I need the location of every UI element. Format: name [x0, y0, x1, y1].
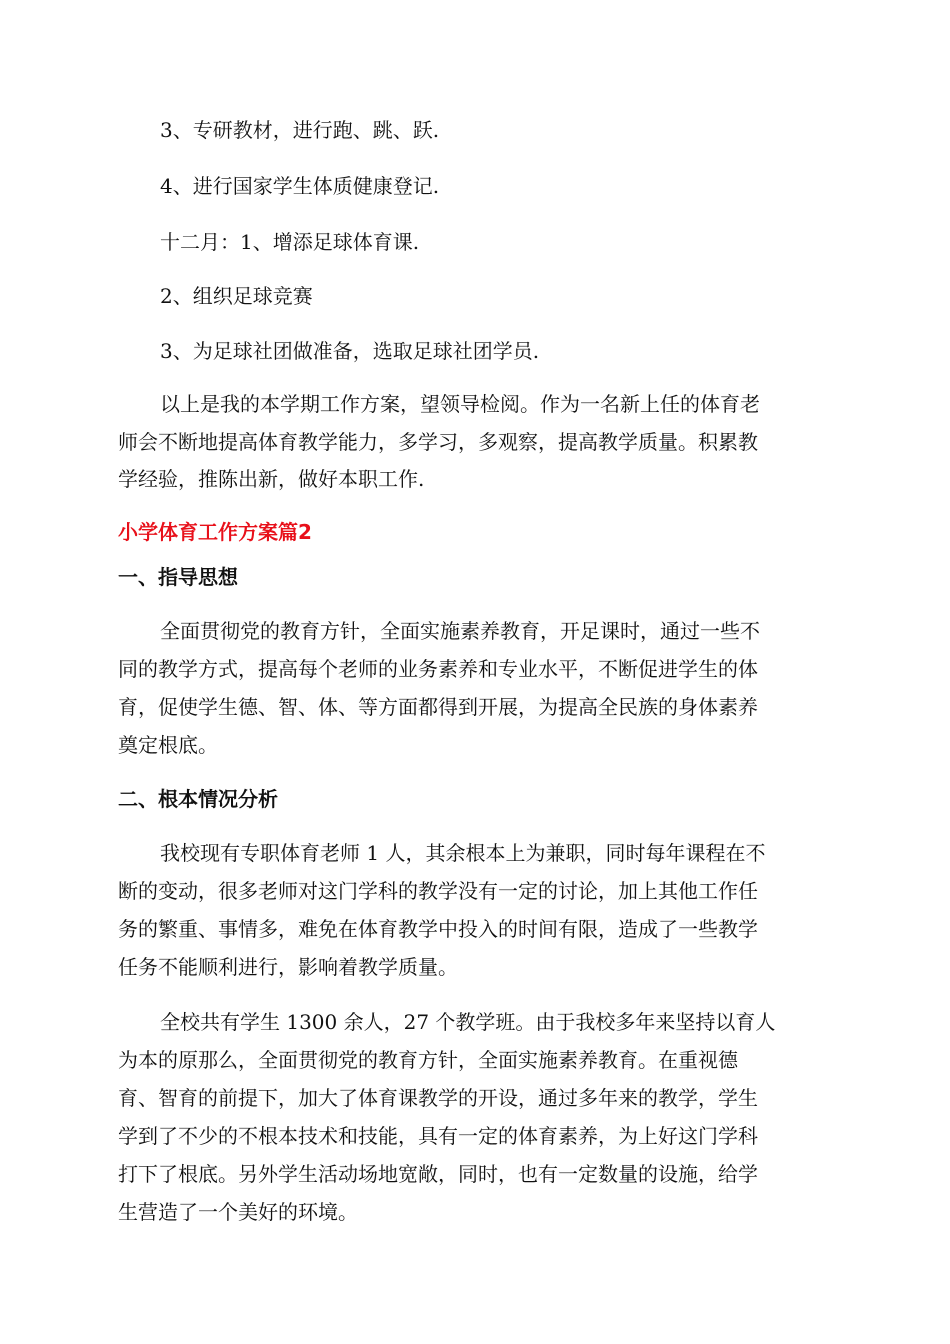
paragraph-line: 生营造了一个美好的环境。 [118, 1200, 358, 1224]
paragraph-line: 同的教学方式，提高每个老师的业务素养和专业水平，不断促进学生的体 [118, 657, 758, 681]
paragraph-line: 全校共有学生 1300 余人，27 个教学班。由于我校多年来坚持以育人 [160, 1010, 776, 1034]
section-title: 小学体育工作方案篇2 [118, 520, 312, 544]
section-heading-guiding-thought: 一、指导思想 [118, 565, 238, 589]
closing-paragraph-line: 学经验，推陈出新，做好本职工作. [118, 467, 425, 491]
paragraph-line: 务的繁重、事情多，难免在体育教学中投入的时间有限，造成了一些教学 [118, 917, 758, 941]
closing-paragraph-line: 师会不断地提高体育教学能力，多学习，多观察，提高教学质量。积累教 [118, 430, 758, 454]
closing-paragraph-line: 以上是我的本学期工作方案，望领导检阅。作为一名新上任的体育老 [160, 392, 760, 416]
paragraph-line: 育，促使学生德、智、体、等方面都得到开展，为提高全民族的身体素养 [118, 695, 758, 719]
paragraph-line: 全面贯彻党的教育方针，全面实施素养教育，开足课时，通过一些不 [160, 619, 760, 643]
paragraph-line: 育、智育的前提下，加大了体育课教学的开设，通过多年来的教学，学生 [118, 1086, 758, 1110]
paragraph-line: 断的变动，很多老师对这门学科的教学没有一定的讨论，加上其他工作任 [118, 879, 758, 903]
list-item: 十二月：1、增添足球体育课. [160, 230, 420, 254]
list-item: 3、为足球社团做准备，选取足球社团学员. [160, 339, 540, 363]
paragraph-line: 奠定根底。 [118, 733, 218, 757]
list-item: 2、组织足球竞赛 [160, 284, 313, 308]
paragraph-line: 学到了不少的不根本技术和技能，具有一定的体育素养，为上好这门学科 [118, 1124, 758, 1148]
paragraph-line: 为本的原那么，全面贯彻党的教育方针，全面实施素养教育。在重视德 [118, 1048, 738, 1072]
paragraph-line: 任务不能顺利进行，影响着教学质量。 [118, 955, 458, 979]
section-heading-situation-analysis: 二、根本情况分析 [118, 787, 278, 811]
list-item: 4、进行国家学生体质健康登记. [160, 174, 440, 198]
list-item: 3、专研教材，进行跑、跳、跃. [160, 118, 440, 142]
paragraph-line: 我校现有专职体育老师 1 人，其余根本上为兼职，同时每年课程在不 [160, 841, 766, 865]
paragraph-line: 打下了根底。另外学生活动场地宽敞，同时，也有一定数量的设施，给学 [118, 1162, 758, 1186]
